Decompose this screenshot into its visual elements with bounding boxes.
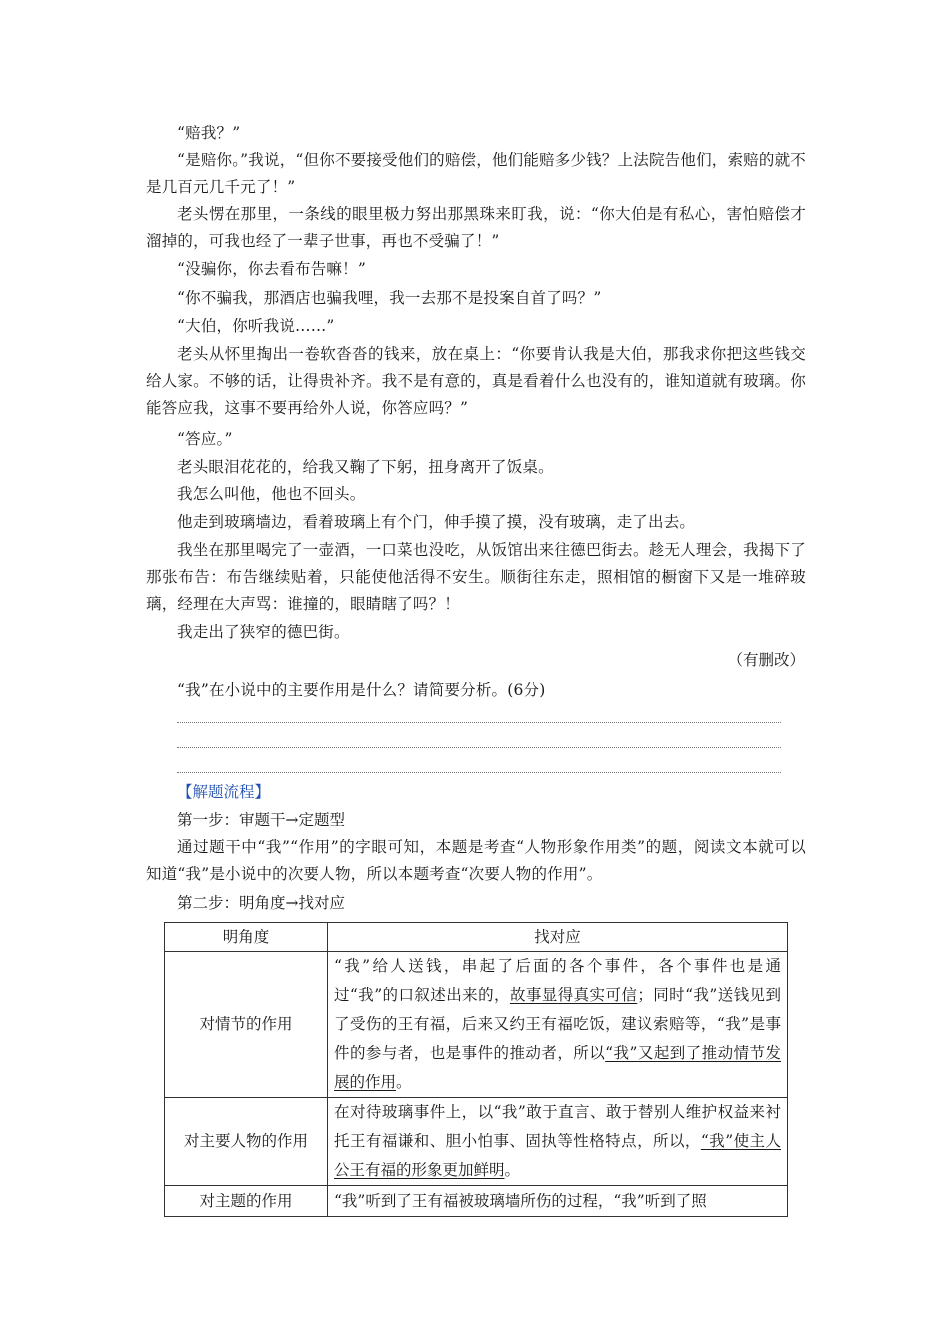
story-paragraph: 我坐在那里喝完了一壶酒，一口菜也没吃，从饭馆出来往德巴街去。趁无人理会，我揭下了那张布告：布告继续贴着，只能使他活得不安生。顺街往东走，照相馆的橱窗下又是一堆碎玻璃，经理在大声骂：谁撞的，眼睛瞎了吗？！: [146, 541, 806, 613]
step2-title: 第二步：明角度→找对应: [177, 894, 345, 912]
step1-text: 通过题干中“我”“作用”的字眼可知，本题是考查“人物形象作用类”的题，阅读文本就可以知道“我”是小说中的次要人物，所以本题考查“次要人物的作用”。: [146, 838, 806, 883]
match-text: 。: [396, 1073, 412, 1091]
step1-title: 第一步：审题干→定题型: [177, 811, 345, 829]
match-text: “我”听到了王有福被玻璃墙所伤的过程，“我”听到了照: [334, 1191, 707, 1210]
match-text: 。: [504, 1161, 521, 1179]
story-paragraph: “没骗你，你去看布告嘛！”: [177, 260, 366, 278]
angle-cell: 对主要人物的作用: [165, 1098, 328, 1186]
story-paragraph: “大伯，你听我说……”: [177, 317, 335, 335]
story-paragraph: 他走到玻璃墙边，看着玻璃上有个门，伸手摸了摸，没有玻璃，走了出去。: [177, 513, 696, 531]
story-paragraph: 老头从怀里掏出一卷软沓沓的钱来，放在桌上：“你要肯认我是大伯，那我求你把这些钱交给人家。不够的话，让得贵补齐。我不是有意的，真是看着什么也没有的，谁知道就有玻璃。你能答应我，这事不要再给外人说，你答应吗？”: [146, 345, 806, 417]
story-paragraph: 我怎么叫他，他也不回头。: [177, 485, 366, 503]
match-cell: [328, 952, 788, 1098]
story-paragraph: 老头愣在那里，一条线的眼里极力努出那黑珠来盯我，说：“你大伯是有私心，害怕赔偿才溜掉的，可我也经了一辈子世事，再也不受骗了！”: [146, 205, 806, 250]
table-row: [165, 952, 788, 1098]
story-paragraph: 老头眼泪花花的，给我又鞠了下躬，扭身离开了饭桌。: [177, 458, 554, 476]
answer-line: [177, 772, 781, 773]
story-paragraph: “答应。”: [177, 430, 233, 448]
match-cell: [328, 1186, 788, 1217]
match-text: 在对待玻璃事件上，以“我”敢于直言、敢于替别人维护权益来衬托王有福谦和、胆小怕事、固执等性格特点，所以，: [334, 1103, 781, 1150]
key-point-underlined: “我”使主人公王有福的形象更加鲜明: [334, 1132, 781, 1179]
solution-heading: 【解题流程】: [177, 783, 271, 801]
angle-cell: 对主题的作用: [165, 1186, 328, 1217]
match-text: ；同时“我”送钱见到了受伤的王有福，后来又约王有福吃饭，建议索赔等，“我”是事件的参与者，也是事件的推动者，所以: [334, 986, 781, 1062]
table-header-row: [165, 923, 788, 952]
table-header-match: 找对应: [328, 923, 788, 952]
table-row: [165, 1186, 788, 1217]
story-paragraph: “是赔你。”我说，“但你不要接受他们的赔偿，他们能赔多少钱？上法院告他们，索赔的就不是几百元几千元了！”: [146, 151, 806, 196]
story-paragraph: “你不骗我，那酒店也骗我哩，我一去那不是投案自首了吗？”: [177, 289, 602, 307]
story-paragraph: “赔我？”: [177, 124, 241, 142]
match-cell: [328, 1098, 788, 1186]
table-header-angle: 明角度: [165, 923, 328, 952]
table-row: [165, 1098, 788, 1186]
answer-line: [177, 747, 781, 748]
angle-cell: 对情节的作用: [165, 952, 328, 1098]
edit-note: （有删改）: [727, 651, 805, 669]
key-point-underlined: 故事显得真实可信: [509, 986, 638, 1004]
match-text: “我”给人送钱，串起了后面的各个事件，各个事件也是通过“我”的口叙述出来的，: [334, 957, 781, 1004]
answer-line: [177, 722, 781, 723]
key-point-underlined: “我”又起到了推动情节发展的作用: [334, 1044, 781, 1091]
analysis-table: [164, 922, 788, 1217]
question-text: “我”在小说中的主要作用是什么？请简要分析。(6分): [177, 681, 546, 699]
story-paragraph: 我走出了狭窄的德巴街。: [177, 623, 350, 641]
